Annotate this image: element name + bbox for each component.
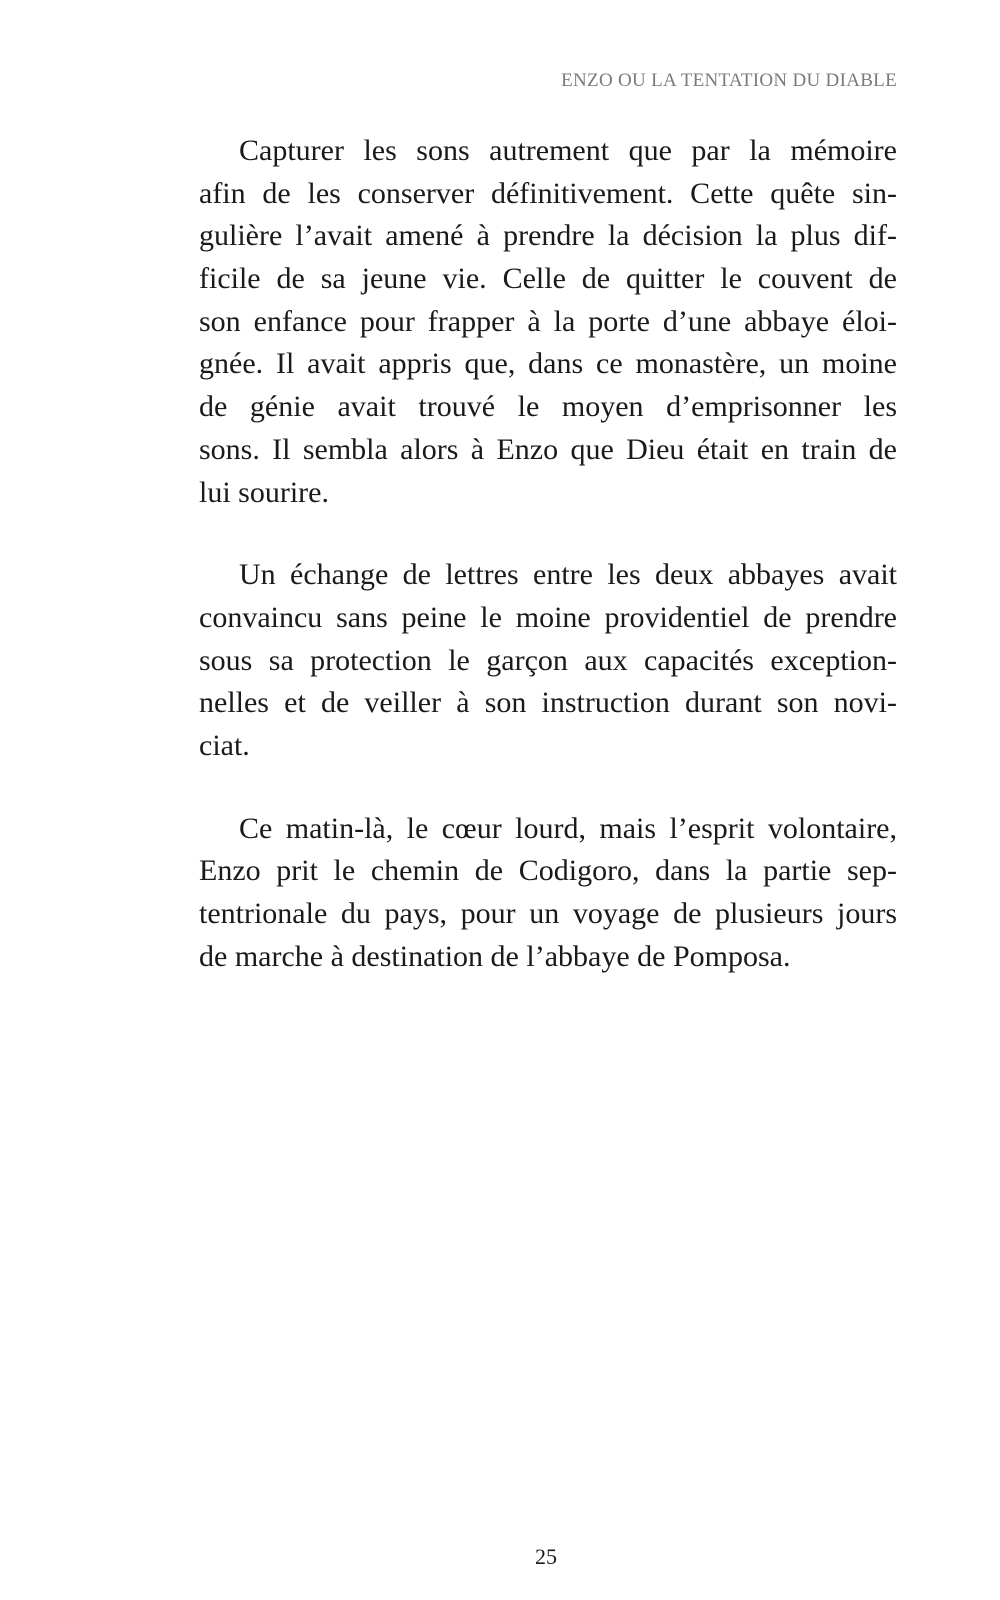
text-line: lui sourire. — [199, 475, 329, 509]
text-line: de marche à destination de l’abbaye de Pomposa. — [199, 939, 791, 973]
text-line: Ce matin-là, le cœur lourd, mais l’esprit volontaire, — [239, 811, 897, 845]
text-line: tentrionale du pays, pour un voyage de plusieurs jours — [199, 897, 897, 930]
text-line: convaincu sans peine le moine providentiel de prendre — [199, 600, 897, 634]
paragraph-2 — [199, 554, 897, 767]
text-line: afin de les conserver définitivement. Cette quête sin- — [199, 176, 897, 210]
body-text — [199, 130, 897, 1018]
text-line: ficile de sa jeune vie. Celle de quitter le couvent de — [199, 262, 897, 296]
text-line: sous sa protection le garçon aux capacités exception- — [199, 643, 897, 677]
text-line: nelles et de veiller à son instruction durant son novi- — [199, 686, 897, 720]
text-line: Enzo prit le chemin de Codigoro, dans la partie sep- — [199, 854, 897, 888]
text-line: gnée. Il avait appris que, dans ce monastère, un moine — [199, 347, 897, 381]
page-number: 25 — [535, 1544, 557, 1569]
paragraph-1 — [199, 130, 897, 514]
text-line: son enfance pour frapper à la porte d’une abbaye éloi- — [199, 304, 897, 338]
running-head: ENZO OU LA TENTATION DU DIABLE — [561, 70, 897, 91]
text-line: de génie avait trouvé le moyen d’emprisonner les — [199, 390, 897, 424]
paragraph-3 — [199, 808, 897, 979]
text-line: Capturer les sons autrement que par la mémoire — [239, 134, 897, 167]
text-line: gulière l’avait amené à prendre la décision la plus dif- — [199, 219, 897, 253]
text-line: ciat. — [199, 728, 250, 762]
text-line: Un échange de lettres entre les deux abbayes avait — [239, 558, 897, 592]
text-line: sons. Il sembla alors à Enzo que Dieu était en train de — [199, 432, 897, 466]
